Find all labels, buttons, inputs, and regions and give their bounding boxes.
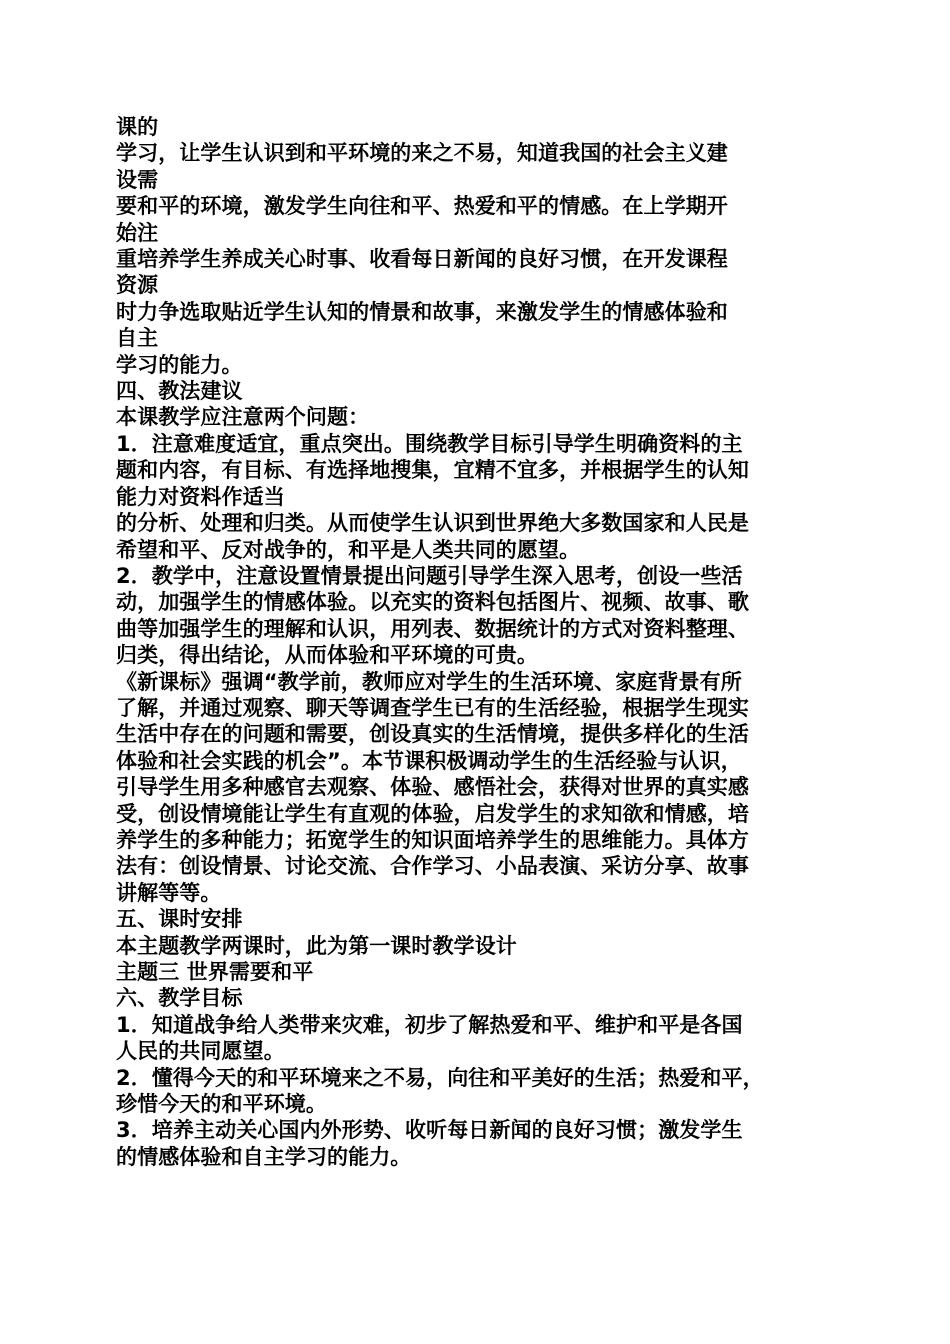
text-line: 主题三 世界需要和平 (116, 960, 314, 984)
text-line: 《新课标》强调“教学前，教师应对学生的生活环境、家庭背景有所 (116, 669, 742, 694)
text-line: 要和平的环境，激发学生向往和平、热爱和平的情感。在上学期开 (116, 194, 728, 219)
text-line: 重培养学生养成关心时事、收看每日新闻的良好习惯，在开发课程 (116, 247, 728, 272)
text-line: 希望和平、反对战争的，和平是人类共同的愿望。 (116, 537, 581, 562)
text-line: 学习，让学生认识到和平环境的来之不易，知道我国的社会主义建 (116, 141, 728, 166)
text-line: 生活中存在的问题和需要，创设真实的生活情境，提供多样化的生活 (116, 722, 749, 747)
text-line: 3．培养主动关心国内外形势、收听每日新闻的良好习惯；激发学生 (116, 1118, 743, 1143)
text-line: 本课教学应注意两个问题： (116, 405, 370, 430)
text-line: 2．懂得今天的和平环境来之不易，向往和平美好的生活；热爱和平， (116, 1065, 764, 1090)
text-line: 法有：创设情景、讨论交流、合作学习、小品表演、采访分享、故事 (116, 854, 749, 879)
text-line: 受，创设情境能让学生有直观的体验，启发学生的求知欲和情感，培 (116, 801, 749, 826)
text-line: 动，加强学生的情感体验。以充实的资料包括图片、视频、故事、歌 (116, 590, 749, 615)
text-line: 始注 (116, 220, 159, 245)
text-line: 珍惜今天的和平环境。 (116, 1092, 327, 1117)
text-line: 的情感体验和自主学习的能力。 (116, 1144, 412, 1169)
text-line: 曲等加强学生的理解和认识，用列表、数据统计的方式对资料整理、 (116, 616, 749, 641)
text-line: 讲解等等。 (116, 880, 222, 905)
text-line: 了解，并通过观察、聊天等调查学生已有的生活经验，根据学生现实 (116, 695, 749, 720)
section-heading: 六、教学目标 (116, 986, 243, 1011)
text-line: 体验和社会实践的机会”。本节课积极调动学生的生活经验与认识， (116, 748, 742, 773)
text-line: 本主题教学两课时，此为第一课时教学设计 (116, 933, 517, 958)
document-body (116, 114, 846, 1170)
text-line: 设需 (116, 167, 159, 192)
text-line: 自主 (116, 326, 159, 351)
text-line: 1．注意难度适宜，重点突出。围绕教学目标引导学生明确资料的主 (116, 431, 743, 456)
text-line: 时力争选取贴近学生认知的情景和故事，来激发学生的情感体验和 (116, 299, 728, 324)
section-heading: 四、教法建议 (116, 379, 243, 404)
text-line: 归类，得出结论，从而体验和平环境的可贵。 (116, 643, 538, 668)
text-line: 能力对资料作适当 (116, 484, 285, 509)
text-line: 学习的能力。 (116, 352, 243, 377)
text-line: 题和内容，有目标、有选择地搜集，宜精不宜多，并根据学生的认知 (116, 458, 749, 483)
text-line: 资源 (116, 273, 159, 298)
section-heading: 五、课时安排 (116, 907, 243, 932)
text-line: 引导学生用多种感官去观察、体验、感悟社会，获得对世界的真实感 (116, 775, 749, 800)
text-line: 2．教学中，注意设置情景提出问题引导学生深入思考，创设一些活 (116, 563, 743, 588)
text-line: 人民的共同愿望。 (116, 1039, 285, 1064)
text-line: 的分析、处理和归类。从而使学生认识到世界绝大多数国家和人民是 (116, 511, 749, 536)
text-line: 课的 (116, 115, 159, 139)
text-line: 养学生的多种能力；拓宽学生的知识面培养学生的思维能力。具体方 (116, 827, 749, 852)
text-line: 1．知道战争给人类带来灾难，初步了解热爱和平、维护和平是各国 (116, 1012, 743, 1037)
